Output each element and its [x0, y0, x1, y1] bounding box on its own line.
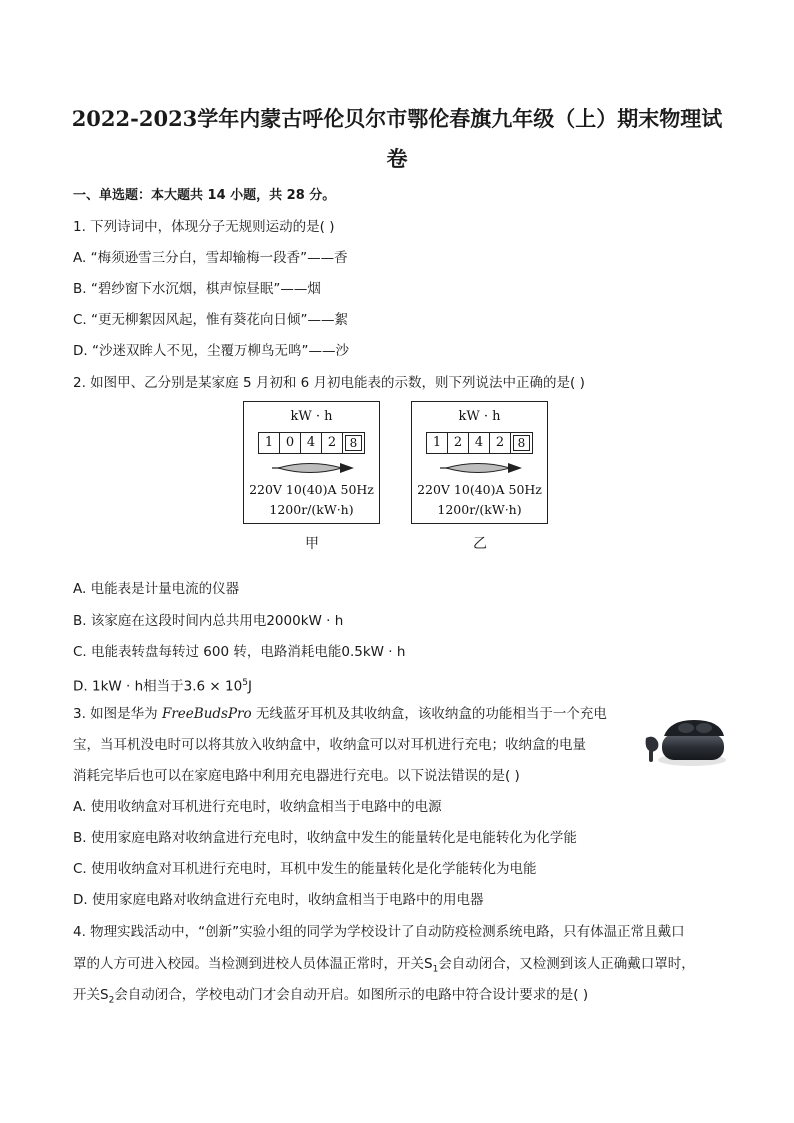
meter-spec-constant: 1200r/(kW·h)	[269, 502, 354, 517]
meter-digit: 1	[259, 433, 280, 453]
meter-disc-arrow-icon	[440, 459, 524, 477]
exam-title-line1: 2022-2023学年内蒙古呼伦贝尔市鄂伦春旗九年级（上）期末物理试	[71, 106, 723, 131]
meter-digit: 2	[322, 433, 343, 453]
q3-option-c: C. 使用收纳盒对耳机进行充电时，耳机中发生的能量转化是化学能转化为电能	[73, 861, 537, 877]
q3-stem-line2: 宝，当耳机没电时可以将其放入收纳盒中，收纳盒可以对耳机进行充电；收纳盒的电量	[73, 737, 586, 753]
q3-stem-line1: 3. 如图是华为 FreeBudsPro 无线蓝牙耳机及其收纳盒，该收纳盒的功能相当于一个充电	[73, 706, 607, 722]
meter-digit-decimal: 8	[343, 433, 364, 453]
q4-stem-line1: 4. 物理实践活动中，“创新”实验小组的同学为学校设计了自动防疫检测系统电路，只有体温正常且戴口	[73, 924, 685, 940]
meter-digit: 4	[301, 433, 322, 453]
meter-digit: 2	[448, 433, 469, 453]
meter-digits	[258, 432, 365, 454]
q2-option-b: B. 该家庭在这段时间内总共用电2000kW · h	[73, 613, 344, 629]
meter-digit: 4	[469, 433, 490, 453]
meter-caption-yi: 乙	[473, 536, 487, 552]
meter-spec-rating: 220V 10(40)A 50Hz	[417, 482, 542, 497]
meter-digit-decimal: 8	[511, 433, 532, 453]
brand-name: FreeBudsPro	[161, 706, 252, 722]
meter-spec-rating: 220V 10(40)A 50Hz	[249, 482, 374, 497]
meter-disc-arrow-icon	[272, 459, 356, 477]
meter-jia	[243, 401, 380, 524]
earbuds-charging-case-image	[640, 716, 732, 772]
meter-unit: kW · h	[458, 409, 501, 424]
q2-stem: 2. 如图甲、乙分别是某家庭 5 月初和 6 月初电能表的示数，则下列说法中正确的是( )	[73, 375, 585, 391]
q1-stem: 1. 下列诗词中，体现分子无规则运动的是( )	[73, 219, 335, 235]
q3-option-d: D. 使用家庭电路对收纳盒进行充电时，收纳盒相当于电路中的用电器	[73, 892, 484, 908]
q1-option-a: A. “梅须逊雪三分白，雪却输梅一段香”——香	[73, 250, 348, 266]
meter-unit: kW · h	[290, 409, 333, 424]
q1-option-d: D. “沙迷双眸人不见，尘覆万柳鸟无鸣”——沙	[73, 343, 349, 359]
meter-yi	[411, 401, 548, 524]
meter-digit: 2	[490, 433, 511, 453]
exam-title-line2: 卷	[386, 146, 408, 171]
meter-digit: 0	[280, 433, 301, 453]
section-heading: 一、单选题：本大题共 14 小题，共 28 分。	[73, 188, 336, 203]
meter-digit: 1	[427, 433, 448, 453]
q3-option-b: B. 使用家庭电路对收纳盒进行充电时，收纳盒中发生的能量转化是电能转化为化学能	[73, 830, 577, 846]
q1-option-c: C. “更无柳絮因风起，惟有葵花向日倾”——絮	[73, 312, 348, 328]
meter-caption-jia: 甲	[305, 536, 319, 552]
q3-option-a: A. 使用收纳盒对耳机进行充电时，收纳盒相当于电路中的电源	[73, 799, 442, 815]
meter-digits	[426, 432, 533, 454]
q3-stem-line3: 消耗完毕后也可以在家庭电路中利用充电器进行充电。以下说法错误的是( )	[73, 768, 520, 784]
q1-option-b: B. “碧纱窗下水沉烟，棋声惊昼眠”——烟	[73, 281, 321, 297]
q4-stem-line3: 开关$S_2$会自动闭合，学校电动门才会自动开启。如图所示的电路中符合设计要求的是( )	[73, 987, 589, 1006]
meter-spec-constant: 1200r/(kW·h)	[437, 502, 522, 517]
q2-option-a: A. 电能表是计量电流的仪器	[73, 581, 240, 597]
q4-stem-line2: 罩的人方可进入校园。当检测到进校人员体温正常时，开关$S_1$会自动闭合，又检测到该人正确戴口罩时，	[73, 956, 695, 975]
q2-option-c: C. 电能表转盘每转过 600 转，电路消耗电能0.5kW · h	[73, 644, 406, 660]
q2-option-d: D. 1kW · h相当于$3.6 \times 10^5J$	[73, 678, 252, 695]
